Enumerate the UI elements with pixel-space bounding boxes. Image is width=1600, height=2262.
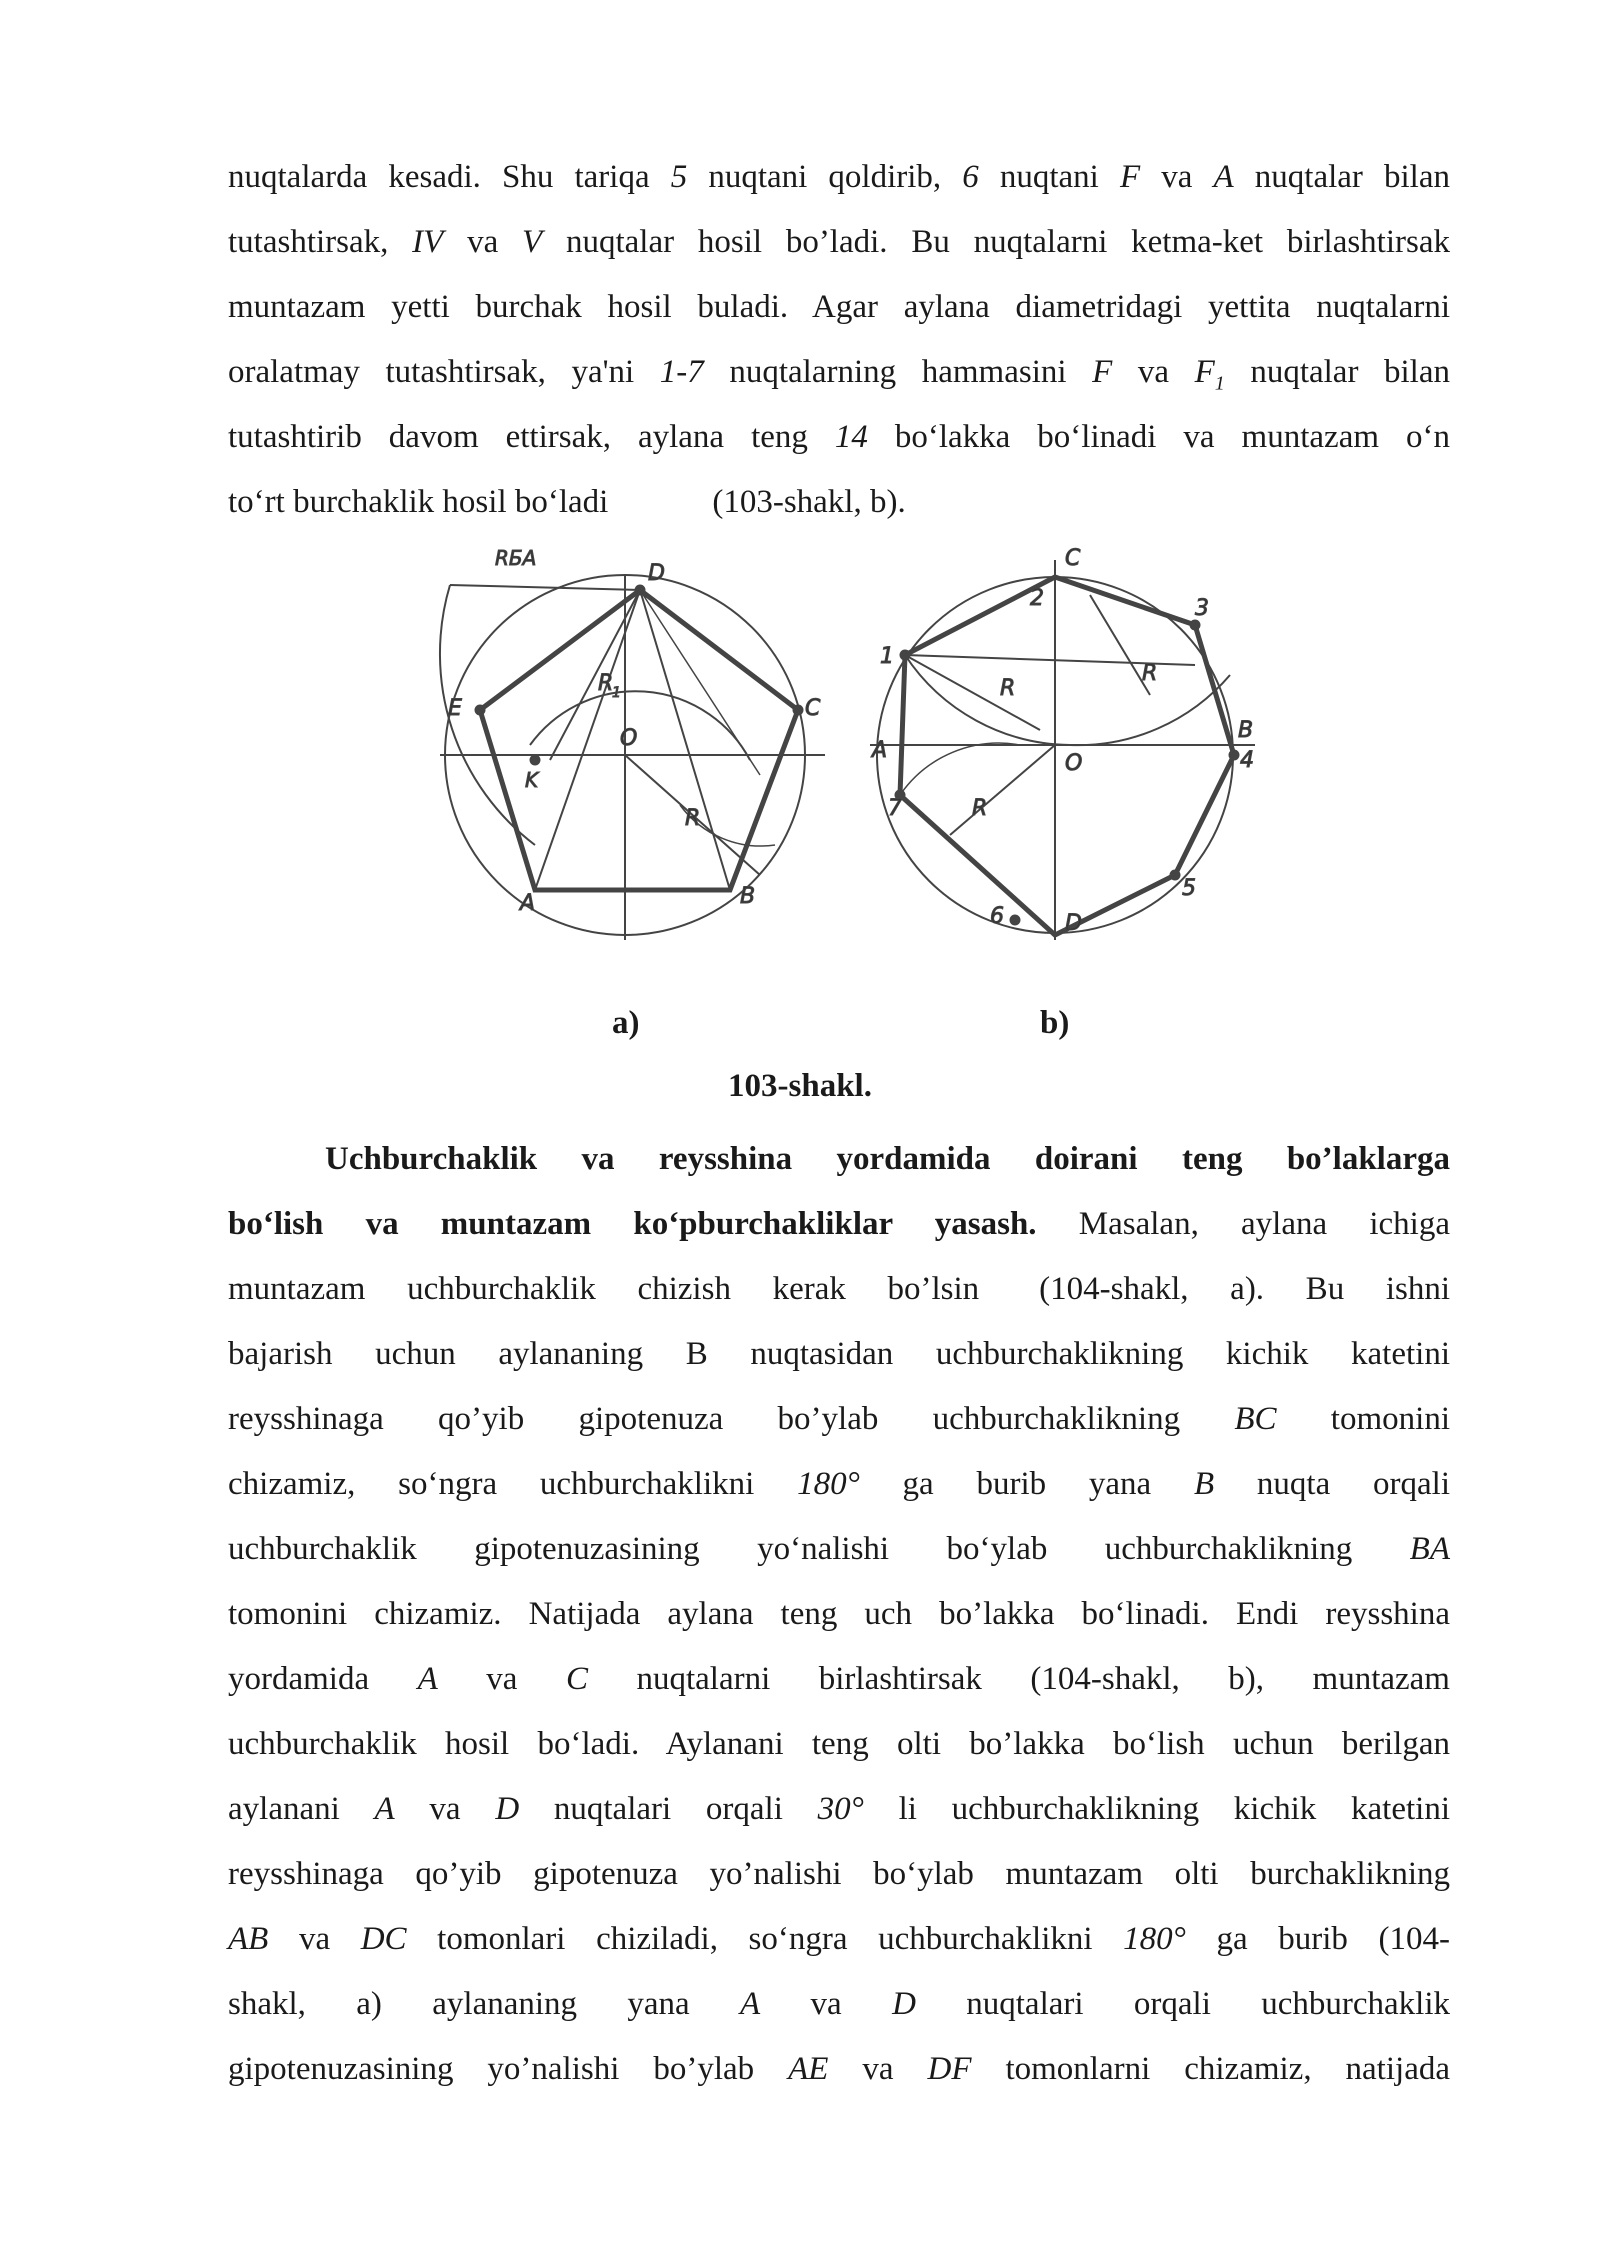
- text-line: AB va DC tomonlari chiziladi, so‘ngra uchburchaklikni 180° ga burib (104-: [228, 1921, 1450, 1957]
- text-line: shakl, a) aylananing yana A va D nuqtalari orqali uchburchaklik: [228, 1986, 1450, 2022]
- point-label: B: [740, 884, 756, 909]
- point-label: R: [685, 806, 701, 831]
- point-label: 1: [612, 685, 621, 701]
- point-label: R: [598, 671, 614, 696]
- point-label: 2: [1030, 586, 1044, 611]
- text-line: nuqtalarda kesadi. Shu tariqa 5 nuqtani qoldirib, 6 nuqtani F va A nuqtalar bilan: [228, 159, 1450, 195]
- text-line: bo‘lish va muntazam ko‘pburchakliklar yasash. Masalan, aylana ichiga: [228, 1206, 1450, 1242]
- figure-b-label: b): [1040, 1005, 1070, 1041]
- text-line: uchburchaklik gipotenuzasining yo‘nalishi bo‘ylab uchburchaklikning BA: [228, 1531, 1450, 1567]
- point-label: B: [1238, 718, 1254, 743]
- point-label: 7: [888, 796, 902, 821]
- figure-a-pentagon: [430, 545, 830, 945]
- main-paragraph: [228, 1127, 1450, 2102]
- point-label: RБА: [495, 546, 537, 570]
- text-line: tomonini chizamiz. Natijada aylana teng uch bo’lakka bo‘linadi. Endi reysshina: [228, 1596, 1450, 1632]
- text-line: reysshinaga qo’yib gipotenuza yo’nalishi bo‘ylab muntazam olti burchaklikning: [228, 1856, 1450, 1892]
- top-paragraph: [228, 145, 1450, 535]
- point-label: 4: [1240, 748, 1254, 773]
- text-line: tutashtirsak, IV va V nuqtalar hosil bo’ladi. Bu nuqtalarni ketma-ket birlashtirsak: [228, 224, 1450, 260]
- point-label: R: [1142, 661, 1158, 686]
- point-label: 5: [1182, 876, 1196, 901]
- point-label: R: [1000, 676, 1016, 701]
- text-line: yordamida A va C nuqtalarni birlashtirsak (104-shakl, b), muntazam: [228, 1661, 1450, 1697]
- point-label: O: [1065, 751, 1083, 776]
- text-line: uchburchaklik hosil bo‘ladi. Aylanani teng olti bo’lakka bo‘lish uchun berilgan: [228, 1726, 1450, 1762]
- point-label: R: [972, 796, 988, 821]
- point-label: 6: [990, 904, 1004, 929]
- text-line: oralatmay tutashtirsak, ya'ni 1-7 nuqtalarning hammasini F va $F_1$ nuqtalar bilan: [228, 354, 1450, 395]
- point-label: A: [520, 891, 536, 916]
- point-label: C: [805, 696, 821, 721]
- text-line: chizamiz, so‘ngra uchburchaklikni 180° ga burib yana B nuqta orqali: [228, 1466, 1450, 1502]
- figure-a-label: a): [612, 1005, 640, 1041]
- point-label: 3: [1195, 596, 1209, 621]
- point-label: C: [1065, 546, 1081, 571]
- point-label: E: [448, 696, 462, 721]
- text-line: gipotenuzasining yo’nalishi bo’ylab AE va DF tomonlarni chizamiz, natijada: [228, 2051, 1450, 2087]
- text-line: tutashtirib davom ettirsak, aylana teng 14 bo‘lakka bo‘linadi va muntazam o‘n: [228, 419, 1450, 455]
- figure-caption: 103-shakl.: [728, 1068, 872, 1104]
- point-label: D: [648, 561, 665, 586]
- point-label: A: [872, 738, 888, 763]
- text-line: bajarish uchun aylananing B nuqtasidan uchburchaklikning kichik katetini: [228, 1336, 1450, 1372]
- point-label: 1: [880, 644, 894, 669]
- text-line: to‘rt burchaklik hosil bo‘ladi (103-shakl, b).: [228, 484, 906, 520]
- text-line: muntazam uchburchaklik chizish kerak bo’lsin (104-shakl, a). Bu ishni: [228, 1271, 1451, 1307]
- figure-b-heptagon: [860, 545, 1260, 945]
- text-line: reysshinaga qo’yib gipotenuza bo’ylab uchburchaklikning BC tomonini: [228, 1401, 1450, 1437]
- bold-heading-line: Uchburchaklik va reysshina yordamida doirani teng bo’laklarga: [325, 1141, 1450, 1177]
- text-line: muntazam yetti burchak hosil buladi. Agar aylana diametridagi yettita nuqtalarni: [228, 289, 1450, 325]
- point-label: K: [525, 768, 539, 792]
- point-label: O: [620, 726, 638, 751]
- point-label: D: [1065, 911, 1082, 936]
- text-line: aylanani A va D nuqtalari orqali 30° li uchburchaklikning kichik katetini: [228, 1791, 1450, 1827]
